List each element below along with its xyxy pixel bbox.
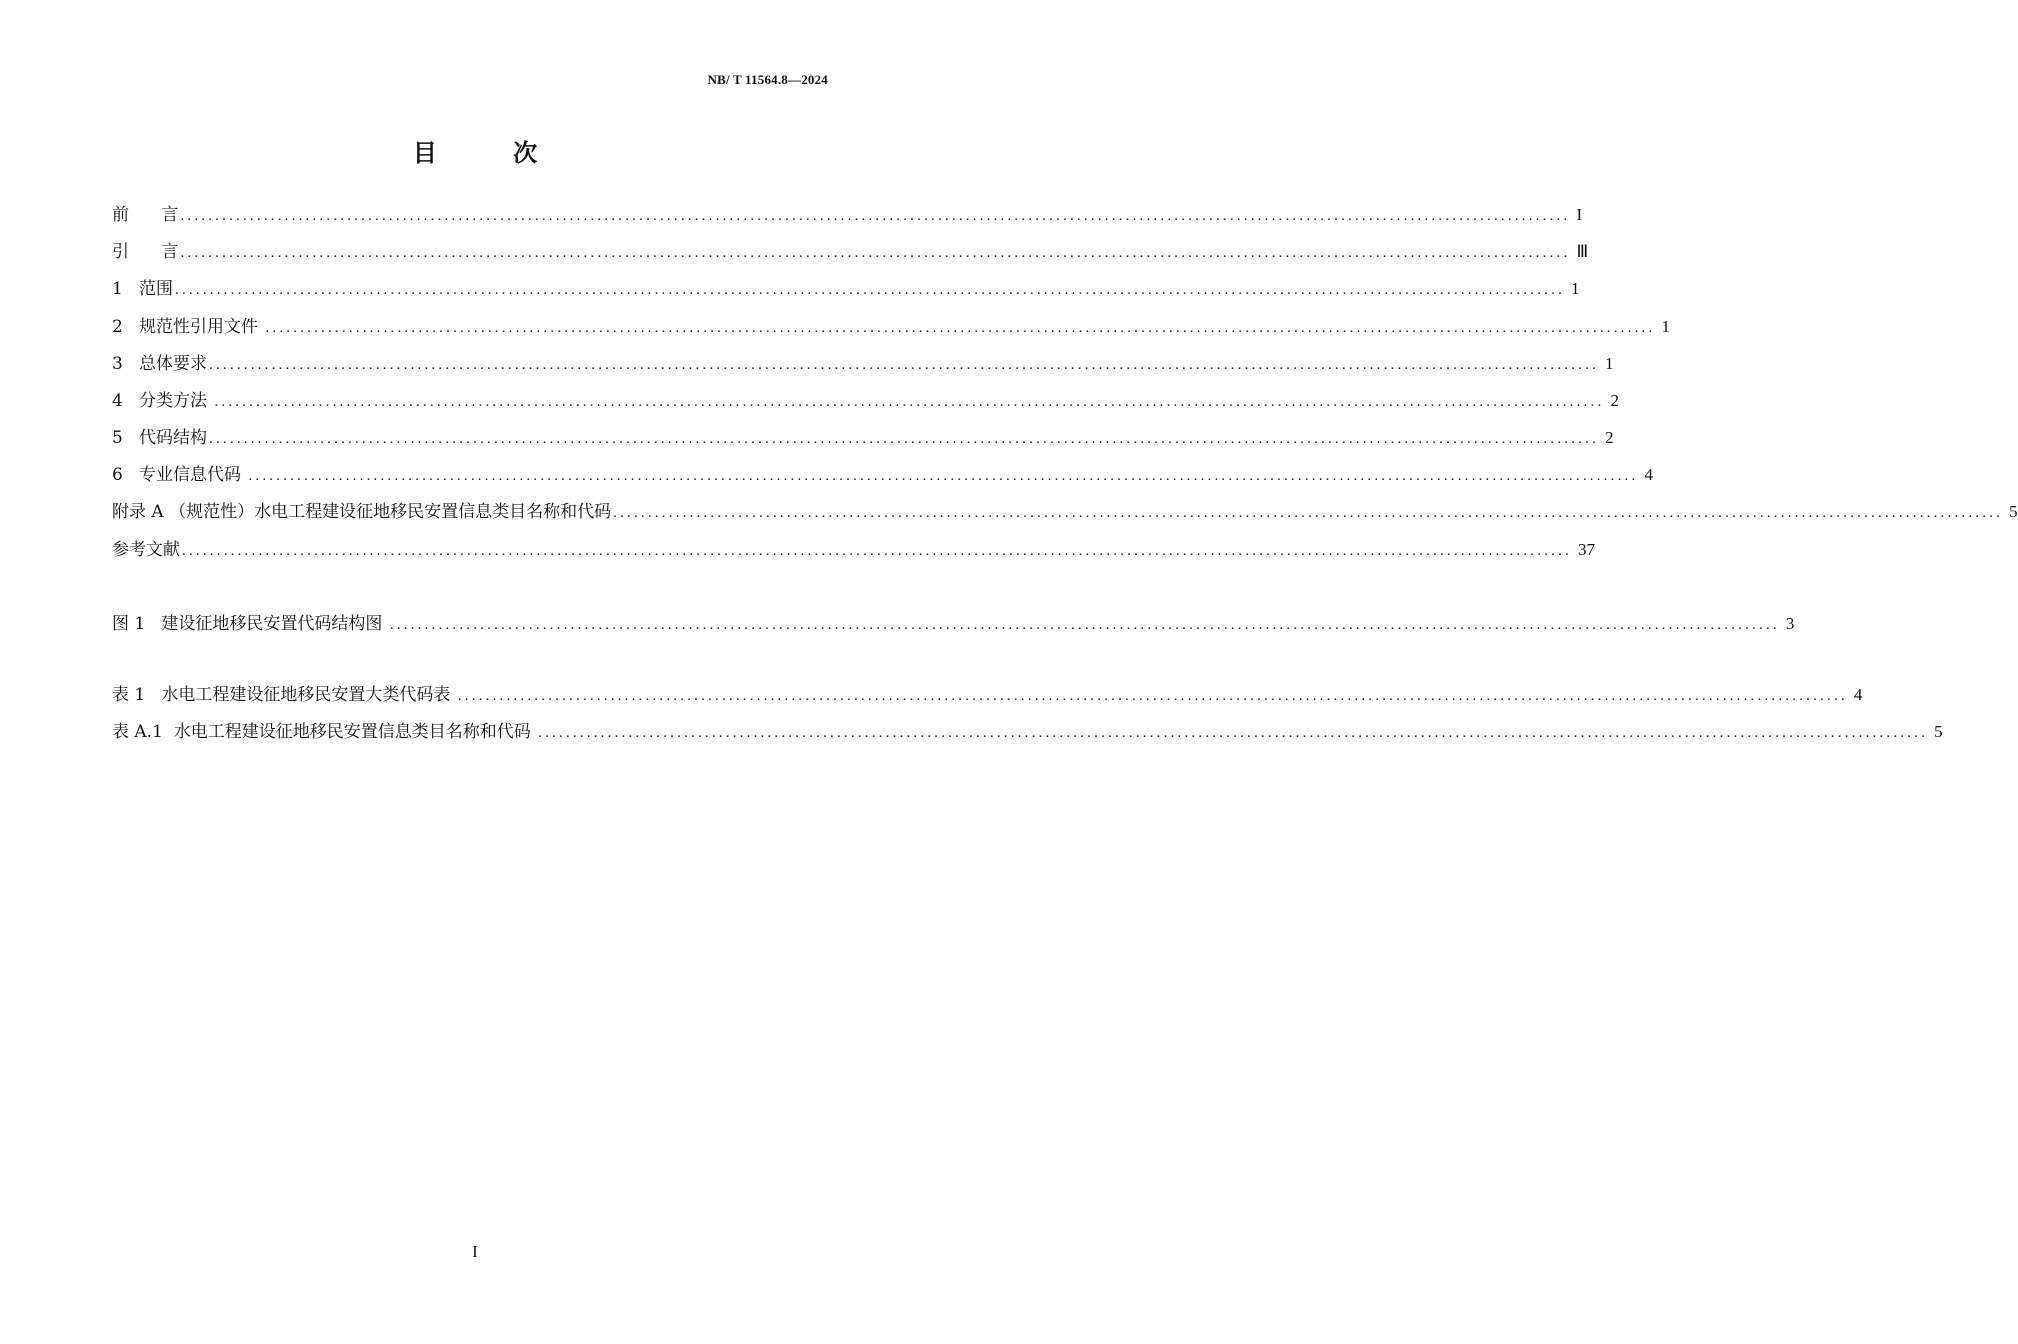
leader-dots: ........................................................................................................................................................................................................ — [209, 431, 1600, 447]
toc-entry-label: 图 1 建设征地移民安置代码结构图 — [112, 614, 388, 634]
toc-entry-page: Ⅲ — [1576, 242, 1589, 261]
toc-entry-label: 引 言 — [112, 242, 179, 262]
toc-entry-figure-1[interactable] — [112, 612, 1795, 636]
leader-dots: ........................................................................................................................................................................................................ — [457, 688, 1848, 704]
toc-entry-label: 4 分类方法 — [112, 391, 213, 411]
toc-entry-table-a1[interactable] — [112, 720, 1943, 744]
toc-entry-classification-method[interactable] — [112, 389, 1619, 413]
toc-entry-label: 2 规范性引用文件 — [112, 317, 264, 337]
toc-entry-page: 1 — [1571, 279, 1580, 298]
toc-entry-label: 表 A.1 水电工程建设征地移民安置信息类目名称和代码 — [112, 722, 537, 742]
leader-dots: ........................................................................................................................................................................................................ — [613, 505, 2004, 521]
toc-entry-professional-info-code[interactable] — [112, 463, 1653, 487]
standard-code: NB/ T 11564.8—2024 — [707, 72, 828, 87]
toc-entry-page: I — [1576, 205, 1583, 224]
toc-entry-page: 1 — [1661, 317, 1670, 336]
toc-entry-foreword[interactable] — [112, 203, 1583, 227]
toc-entry-table-1[interactable] — [112, 683, 1863, 707]
toc-entry-normative-references[interactable] — [112, 315, 1670, 339]
toc-entry-label: 3 总体要求 — [112, 354, 208, 374]
toc-entry-page: 37 — [1578, 540, 1595, 559]
leader-dots: ........................................................................................................................................................................................................ — [214, 394, 1605, 410]
leader-dots: ........................................................................................................................................................................................................ — [182, 543, 1572, 559]
leader-dots: ........................................................................................................................................................................................................ — [180, 245, 1571, 261]
toc-entry-label: 1 范围 — [112, 279, 174, 299]
toc-entry-label: 参考文献 — [112, 540, 180, 560]
leader-dots: ........................................................................................................................................................................................................ — [265, 320, 1656, 336]
toc-entry-label: 5 代码结构 — [112, 428, 208, 448]
toc-entry-page: 5 — [2009, 502, 2018, 521]
leader-dots: ........................................................................................................................................................................................................ — [248, 468, 1639, 484]
toc-entry-label: 附录 A （规范性）水电工程建设征地移民安置信息类目名称和代码 — [112, 502, 612, 522]
leader-dots: ........................................................................................................................................................................................................ — [209, 357, 1600, 373]
toc-entry-label: 表 1 水电工程建设征地移民安置大类代码表 — [112, 685, 456, 705]
toc-entry-page: 1 — [1605, 354, 1614, 373]
toc-entry-code-structure[interactable] — [112, 426, 1614, 450]
toc-entry-page: 4 — [1644, 465, 1653, 484]
leader-dots: ........................................................................................................................................................................................................ — [538, 725, 1929, 741]
toc-entry-scope[interactable] — [112, 277, 1580, 301]
page-title: 目 次 — [412, 139, 572, 167]
toc-entry-label: 6 专业信息代码 — [112, 465, 247, 485]
leader-dots: ........................................................................................................................................................................................................ — [389, 617, 1780, 633]
toc-entry-page: 2 — [1605, 428, 1614, 447]
page-number: I — [472, 1242, 478, 1261]
leader-dots: ........................................................................................................................................................................................................ — [180, 208, 1571, 224]
toc-entry-page: 2 — [1610, 391, 1619, 410]
toc-entry-bibliography[interactable] — [112, 538, 1595, 562]
toc-entry-page: 5 — [1934, 722, 1943, 741]
toc-entry-label: 前 言 — [112, 205, 179, 225]
toc-entry-page: 3 — [1785, 614, 1795, 633]
toc-entry-introduction[interactable] — [112, 240, 1589, 264]
toc-entry-general-requirements[interactable] — [112, 352, 1614, 376]
toc-entry-page: 4 — [1853, 685, 1863, 704]
leader-dots: ........................................................................................................................................................................................................ — [175, 282, 1566, 298]
toc-entry-annex-a[interactable] — [112, 500, 2018, 524]
